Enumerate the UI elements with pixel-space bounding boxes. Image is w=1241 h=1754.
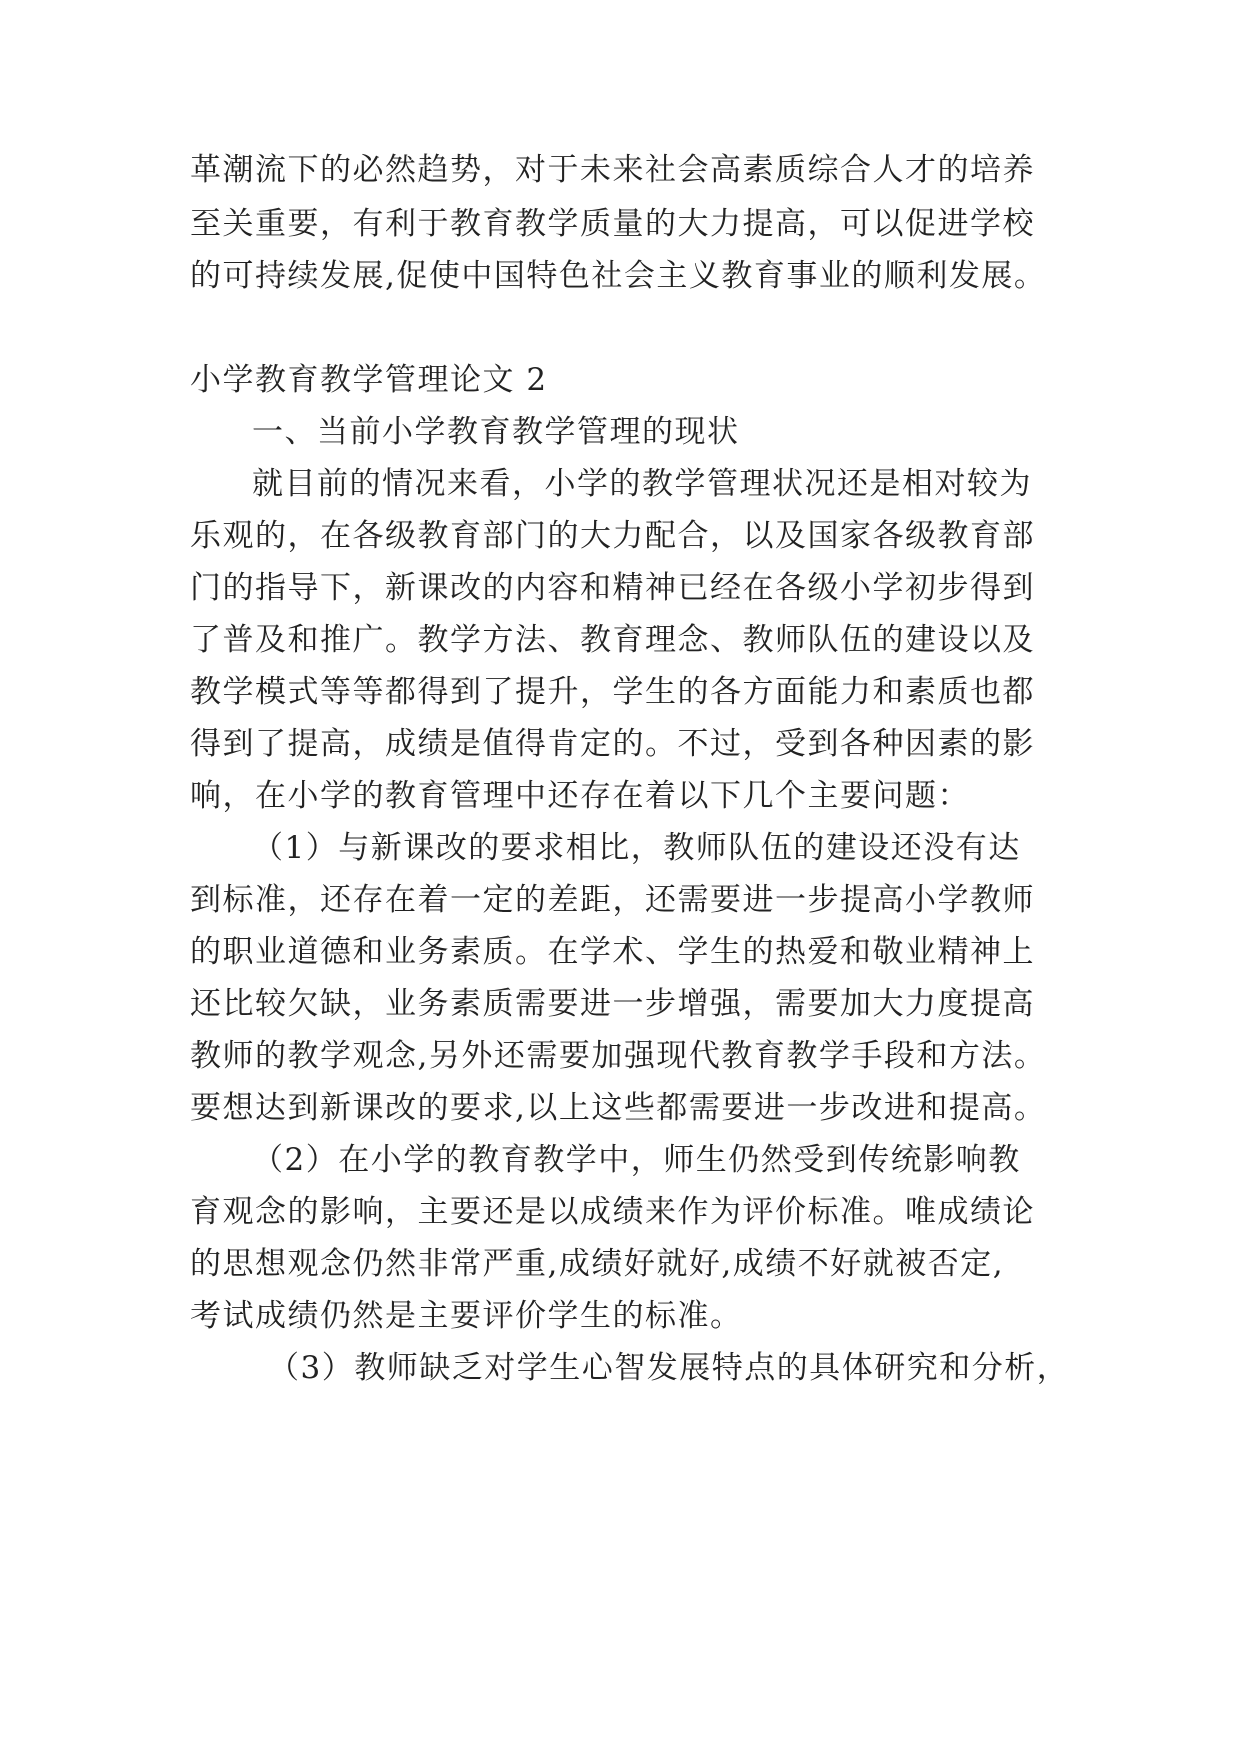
list-item-line: 育观念的影响，主要还是以成绩来作为评价标准。唯成绩论: [190, 1194, 1035, 1230]
paragraph-line: 乐观的，在各级教育部门的大力配合，以及国家各级教育部: [190, 518, 1035, 554]
paragraph-line: 门的指导下，新课改的内容和精神已经在各级小学初步得到: [190, 570, 1035, 606]
list-item-line: 到标准，还存在着一定的差距，还需要进一步提高小学教师: [190, 882, 1035, 918]
list-item-line: （1）与新课改的要求相比，教师队伍的建设还没有达: [252, 830, 1021, 866]
text-line: 至关重要，有利于教育教学质量的大力提高，可以促进学校: [190, 206, 1035, 242]
paragraph-line: 就目前的情况来看，小学的教学管理状况还是相对较为: [252, 466, 1032, 502]
paragraph-line: 教学模式等等都得到了提升，学生的各方面能力和素质也都: [190, 674, 1035, 710]
paragraph-line: 响，在小学的教育管理中还存在着以下几个主要问题：: [190, 778, 970, 814]
list-item-line: 还比较欠缺，业务素质需要进一步增强，需要加大力度提高: [190, 986, 1035, 1022]
list-item-line: （3）教师缺乏对学生心智发展特点的具体研究和分析，: [268, 1350, 1070, 1386]
paragraph-line: 了普及和推广。教学方法、教育理念、教师队伍的建设以及: [190, 622, 1035, 658]
list-item-line: 的职业道德和业务素质。在学术、学生的热爱和敬业精神上: [190, 934, 1035, 970]
paragraph-line: 得到了提高，成绩是值得肯定的。不过，受到各种因素的影: [190, 726, 1035, 762]
section-heading: 一、当前小学教育教学管理的现状: [252, 414, 740, 450]
list-item-line: 要想达到新课改的要求,以上这些都需要进一步改进和提高。: [190, 1090, 1047, 1126]
list-item-line: 的思想观念仍然非常严重,成绩好就好,成绩不好就被否定,: [190, 1246, 1005, 1282]
text-line: 革潮流下的必然趋势，对于未来社会高素质综合人才的培养: [190, 152, 1035, 188]
list-item-line: 教师的教学观念,另外还需要加强现代教育教学手段和方法。: [190, 1038, 1047, 1074]
list-item-line: 考试成绩仍然是主要评价学生的标准。: [190, 1298, 743, 1334]
list-item-line: （2）在小学的教育教学中，师生仍然受到传统影响教: [252, 1142, 1021, 1178]
section-title: 小学教育教学管理论文 2: [190, 362, 548, 398]
text-line: 的可持续发展,促使中国特色社会主义教育事业的顺利发展。: [190, 258, 1047, 294]
